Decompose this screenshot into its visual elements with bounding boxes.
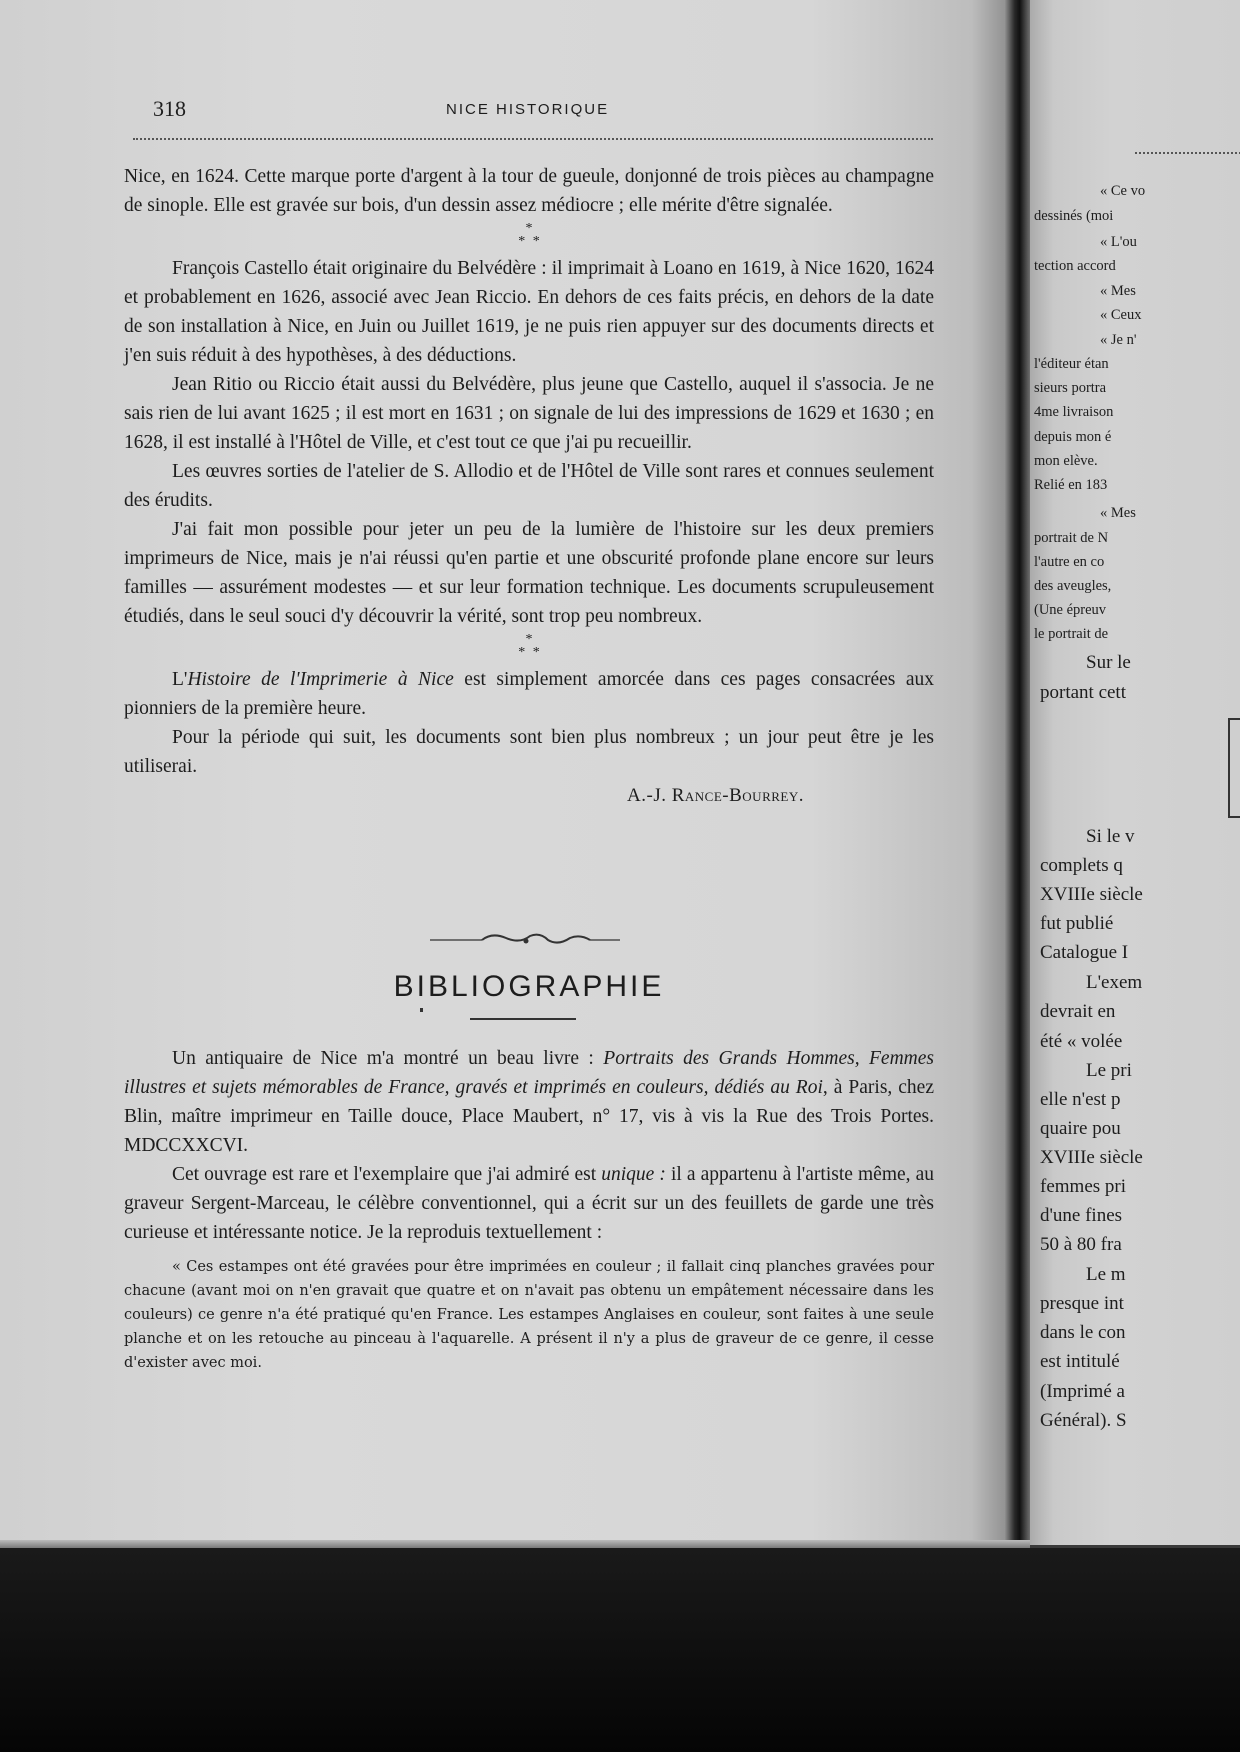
right-page-line: d'une fines <box>1040 1205 1123 1226</box>
running-head: NICE HISTORIQUE <box>446 101 610 118</box>
right-page-line: elle n'est p <box>1040 1089 1121 1110</box>
signature-initials: A.-J. <box>627 785 672 806</box>
paragraph <box>124 665 934 723</box>
author-signature <box>124 781 934 810</box>
right-page-line: « Je n' <box>1100 332 1137 348</box>
ink-dot <box>420 1008 423 1012</box>
signature-name: Rance-Bourrey. <box>671 785 804 806</box>
paragraph: Nice, en 1624. Cette marque porte d'argent à la tour de gueule, donjonné de trois pièces au champagne de sinople. Elle est gravée sur bois, d'un dessin assez médiocre ; elle mérite d'être signalée. <box>124 166 934 216</box>
asterism: * * * <box>518 632 540 660</box>
right-page-line: mon elève. <box>1034 453 1098 469</box>
right-page-line: « Ceux <box>1100 307 1142 323</box>
right-page-line: Le pri <box>1086 1060 1132 1081</box>
right-page-line: l'éditeur étan <box>1034 356 1109 372</box>
right-page-line: 4me livraison <box>1034 404 1114 420</box>
right-page-line: Sur le <box>1086 652 1131 673</box>
right-page-line: devrait en <box>1040 1001 1116 1022</box>
right-page-line: « Mes <box>1100 283 1136 299</box>
right-header-rule <box>1135 152 1240 154</box>
right-page-line: été « volée <box>1040 1031 1123 1052</box>
right-page-line: 50 à 80 fra <box>1040 1234 1122 1255</box>
right-page-line: femmes pri <box>1040 1176 1127 1197</box>
paragraph <box>124 1044 934 1160</box>
paragraph <box>124 1160 934 1247</box>
quoted-notice: « Ces estampes ont été gravées pour être imprimées en couleur ; il fallait cinq planches gravées pour chacune (avant moi on n'en gravait que quatre et on n'avait pas obtenu un empâtement nécessaire dans les couleurs) ce genre n'a été pratiqué qu'en France. Les estampes Anglaises en couleur, sont faites à une seule planche et on les retouche au pinceau à l'aquarelle. A présent il n'y a plus de graveur de ce genre, il cesse d'exister avec moi. <box>124 1259 934 1371</box>
right-page-line: portrait de N <box>1034 530 1109 546</box>
right-page-line: XVIIIe siècle <box>1040 884 1143 905</box>
right-page-line: Si le v <box>1086 826 1135 847</box>
decorative-ornament <box>430 932 620 948</box>
book-gutter <box>1004 0 1030 1560</box>
right-page-line: quaire pou <box>1040 1118 1121 1139</box>
section-heading: BIBLIOGRAPHIE <box>393 970 665 1003</box>
right-page-line: complets q <box>1040 855 1123 876</box>
closing-text: est simplement amorcée dans ces pages consacrées aux pionniers de la première heure. <box>124 669 935 719</box>
page-number: 318 <box>153 96 186 121</box>
right-page-line: XVIIIe siècle <box>1040 1147 1143 1168</box>
right-page-line: L'exem <box>1086 972 1143 993</box>
article-body <box>124 162 934 810</box>
paragraph: François Castello était originaire du Belvédère : il imprimait à Loano en 1619, à Nice 1620, 1624 et probablement en 1626, associé avec Jean Riccio. En dehors de ces faits précis, en dehors de la date de son installation à Nice, en Juin ou Juillet 1619, je ne puis rien appuyer sur des documents directs et j'en suis réduit à des hypothèses, à des déductions. <box>124 258 934 366</box>
right-page-line: dessinés (moi <box>1034 208 1114 224</box>
right-page-line: « Mes <box>1100 505 1136 521</box>
paragraph: Les œuvres sorties de l'atelier de S. Allodio et de l'Hôtel de Ville sont rares et connues seulement des érudits. <box>124 461 934 511</box>
right-page-line: Général). S <box>1040 1410 1127 1431</box>
right-page-line: Le m <box>1086 1264 1126 1285</box>
right-page-line: dans le con <box>1040 1322 1126 1343</box>
paragraph: Pour la période qui suit, les documents sont bien plus nombreux ; un jour peut être je les utiliserai. <box>124 727 934 777</box>
right-page-line: fut publié <box>1040 913 1114 934</box>
work-title: Histoire de l'Imprimerie à Nice <box>187 669 454 690</box>
emphasis: unique : <box>601 1164 666 1185</box>
paragraph: Jean Ritio ou Riccio était aussi du Belvédère, plus jeune que Castello, auquel il s'associa. Je ne sais rien de lui avant 1625 ; il est mort en 1631 ; on signale de lui des impressions de 1629 et 1630 ; en 1628, il est installé à l'Hôtel de Ville, et c'est tout ce que j'ai pu recueillir. <box>124 374 934 453</box>
book-title: Portraits des Grands Hommes, Femmes illustres et sujets mémorables de France, gravés et imprimés en couleurs, dédiés au Roi <box>124 1048 934 1098</box>
right-page-line: sieurs portra <box>1034 380 1107 396</box>
right-page-line: portant cett <box>1040 682 1126 703</box>
right-page-line: depuis mon é <box>1034 429 1112 445</box>
closing-prefix: L' <box>172 669 188 690</box>
right-page-line: (Une épreuv <box>1034 602 1107 618</box>
right-page-line: « Ce vo <box>1100 183 1146 199</box>
right-page-line: « L'ou <box>1100 234 1137 250</box>
text-run: , à Paris, chez Blin, maître imprimeur en Taille douce, Place Maubert, n° 17, vis à vis la Rue des Trois Portes. MDCCXXCVI. <box>124 1077 934 1156</box>
asterism: * * * <box>518 221 540 249</box>
right-page-line: l'autre en co <box>1034 554 1105 570</box>
right-page-line: le portrait de <box>1034 626 1109 642</box>
heading-rule <box>470 1018 576 1020</box>
text-run: il a appartenu à l'artiste même, au graveur Sergent-Marceau, le célèbre conventionnel, qui a écrit sur un des feuillets de garde une très curieuse et intéressante notice. Je la reproduis textuellement : <box>124 1164 935 1243</box>
right-page-line: des aveugles, <box>1034 578 1112 594</box>
right-page-line: est intitulé <box>1040 1351 1120 1372</box>
right-page-line: tection accord <box>1034 258 1116 274</box>
bibliography-body <box>124 1044 934 1375</box>
right-page-line: (Imprimé a <box>1040 1381 1125 1402</box>
scan-background <box>0 1548 1240 1752</box>
right-page-line: Relié en 183 <box>1034 477 1108 493</box>
header-rule <box>133 138 933 140</box>
text-run: Cet ouvrage est rare et l'exemplaire que j'ai admiré est <box>172 1164 602 1185</box>
right-page-box <box>1228 718 1240 818</box>
paragraph: J'ai fait mon possible pour jeter un peu de la lumière de l'histoire sur les deux premiers imprimeurs de Nice, mais je n'ai réussi qu'en partie et une obscurité profonde plane encore sur leurs familles — assurément modestes — et sur leur formation technique. Les documents scrupuleusement étudiés, dans le seul souci d'y découvrir la vérité, sont trop peu nombreux. <box>124 519 934 627</box>
right-page-line: Catalogue I <box>1040 942 1129 963</box>
text-run: Un antiquaire de Nice m'a montré un beau livre : <box>172 1048 604 1069</box>
right-page-line: presque int <box>1040 1293 1124 1314</box>
